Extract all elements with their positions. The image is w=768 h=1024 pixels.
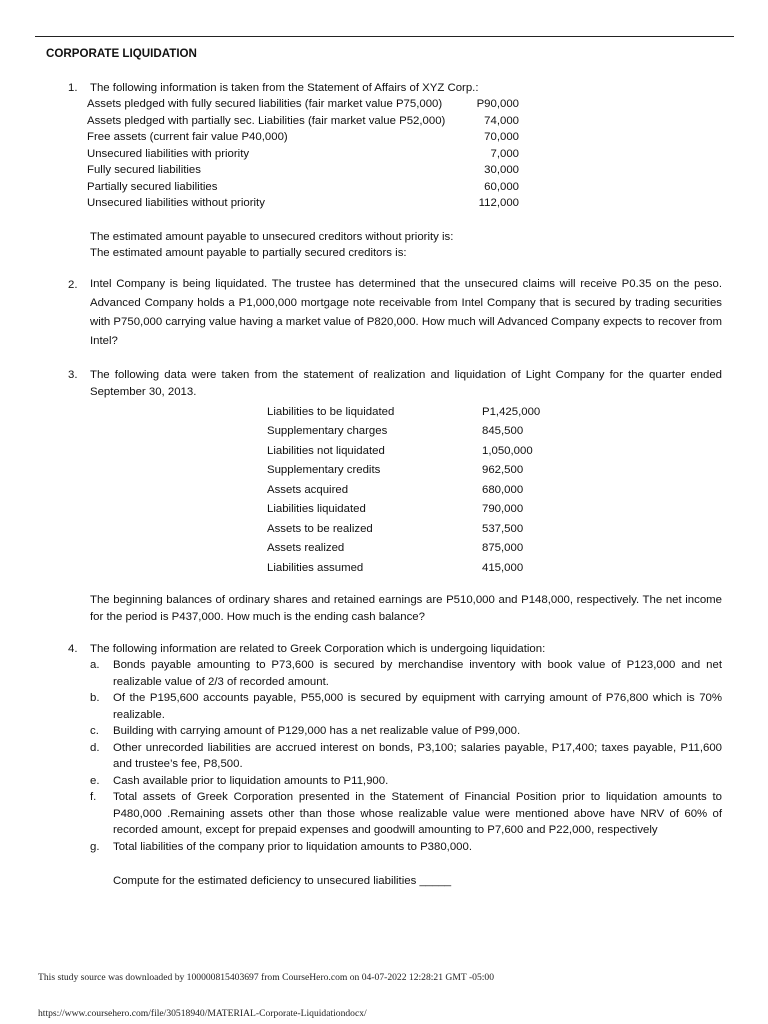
q3-intro: The following data were taken from the statement of realization and liquidation of Light Company for the quarter ended September 30, 2013.: [90, 369, 722, 398]
list-item: c. Building with carrying amount of P129,000 has a net realizable value of P99,000.: [90, 725, 521, 737]
q1-table: [87, 96, 519, 212]
q3-row: Liabilities to be liquidated P1,425,000: [267, 405, 541, 418]
q3-number: 3.: [68, 369, 78, 381]
q2-number: 2.: [68, 279, 78, 291]
list-item: a. Bonds payable amounting to P73,600 is secured by merchandise inventory with book value of P123,000 and net realizable value of 2/3 of recorded amount.: [90, 659, 722, 688]
list-item: d. Other unrecorded liabilities are accrued interest on bonds, P3,100; salaries payable, P17,400; taxes payable, P11,600 and trustee’s fee, P8,500.: [90, 741, 722, 770]
q1-row: Assets pledged with partially sec. Liabilities (fair market value P52,000) 74,000: [87, 114, 519, 127]
q1-row: Fully secured liabilities 30,000: [87, 164, 519, 176]
q1-number: 1.: [68, 82, 78, 94]
q3-row: Liabilities not liquidated 1,050,000: [267, 444, 533, 457]
q3-row: Assets to be realized 537,500: [267, 522, 524, 535]
top-rule: [35, 36, 734, 37]
q1-row: Partially secured liabilities 60,000: [87, 180, 519, 193]
q3-question: The beginning balances of ordinary shares and retained earnings are P510,000 and P148,000, respectively. The net income for the period is P437,000. How much is the ending cash balance?: [90, 594, 722, 623]
q4-number: 4.: [68, 643, 78, 655]
q1-question-a: The estimated amount payable to unsecured creditors without priority is:: [90, 231, 454, 243]
list-item: b. Of the P195,600 accounts payable, P55,000 is secured by equipment with carrying amount of P76,800 which is 70% realizable.: [90, 692, 722, 721]
page-title: CORPORATE LIQUIDATION: [46, 47, 197, 60]
list-item: f. Total assets of Greek Corporation presented in the Statement of Financial Position prior to liquidation amounts to P480,000 .Remaining assets other than those whose realizable value were mentioned above have NRV of 60% of recorded amount, except for prepaid expenses and goodwill amounting to P7,600 and P22,000, respectively: [90, 791, 722, 836]
q1-row: Unsecured liabilities with priority 7,000: [87, 147, 519, 160]
q3-table: [267, 402, 562, 578]
q3-row: Assets realized 875,000: [267, 542, 524, 554]
q1-row: Free assets (current fair value P40,000) 70,000: [87, 131, 519, 143]
list-item: g. Total liabilities of the company prior to liquidation amounts to P380,000.: [90, 840, 473, 853]
q3-row: Liabilities liquidated 790,000: [267, 503, 524, 515]
footer-source: This study source was downloaded by 100000815403697 from CourseHero.com on 04-07-2022 12:28:21 GMT -05:00: [38, 972, 495, 983]
list-item: e. Cash available prior to liquidation amounts to P11,900.: [90, 774, 389, 787]
q1-row: Assets pledged with fully secured liabilities (fair market value P75,000) P90,000: [87, 98, 519, 110]
q1-question-b: The estimated amount payable to partially secured creditors is:: [90, 247, 407, 259]
q3-row: Liabilities assumed 415,000: [267, 561, 524, 574]
footer-url[interactable]: https://www.coursehero.com/file/30518940/MATERIAL-Corporate-Liquidationdocx/: [38, 1008, 367, 1019]
q3-row: Supplementary credits 962,500: [267, 464, 524, 476]
q3-row: Supplementary charges 845,500: [267, 425, 524, 437]
q1-intro: The following information is taken from the Statement of Affairs of XYZ Corp.:: [90, 82, 479, 94]
q3-row: Assets acquired 680,000: [267, 483, 524, 496]
q1-row: Unsecured liabilities without priority 112,000: [87, 197, 519, 209]
q4-question: Compute for the estimated deficiency to unsecured liabilities _____: [113, 875, 452, 887]
q2-text: Intel Company is being liquidated. The trustee has determined that the unsecured claims will receive P0.35 on the peso. Advanced Company holds a P1,000,000 mortgage note receivable from Intel Company that is secured by trading securities with P750,000 carrying value having a market value of P820,000. How much will Advanced Company expects to recover from Intel?: [90, 278, 722, 347]
q4-list: [90, 657, 722, 855]
q4-intro: The following information are related to Greek Corporation which is undergoing liquidation:: [90, 643, 546, 655]
